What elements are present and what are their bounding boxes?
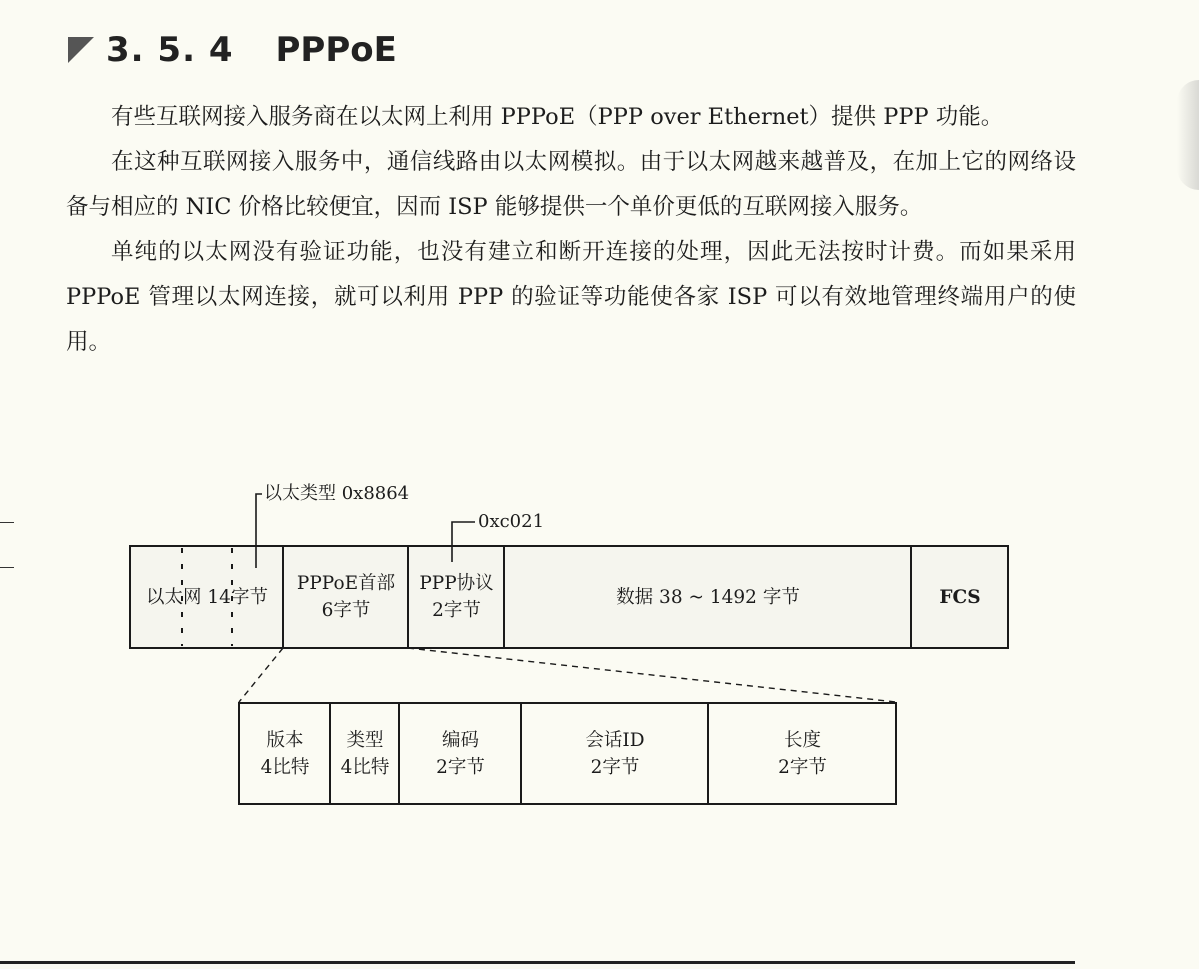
- header-field-code: [400, 704, 521, 803]
- field-label: 版本: [266, 729, 304, 751]
- section-title: PPPoE: [275, 30, 397, 70]
- expansion-line-left: [239, 648, 283, 702]
- field-size: 2字节: [432, 600, 481, 621]
- frame-field-ppp-protocol: [409, 547, 504, 647]
- frame-field-ethernet: [131, 547, 283, 647]
- paragraph: 在这种互联网接入服务中，通信线路由以太网模拟。由于以太网越来越普及，在加上它的网络设备与相应的 NIC 价格比较便宜，因而 ISP 能够提供一个单价更低的互联网接入服务。: [66, 149, 1076, 220]
- ppp-protocol-value-label: 0xc021: [478, 511, 545, 532]
- pppoe-frame-diagram: [0, 470, 1199, 820]
- field-label: FCS: [939, 586, 981, 608]
- field-size: 2字节: [590, 756, 640, 778]
- field-size: 2字节: [436, 756, 485, 778]
- section-triangle-icon: [66, 35, 96, 65]
- field-size: 4比特: [340, 756, 390, 778]
- frame-field-data: [505, 547, 911, 647]
- paragraph: 有些互联网接入服务商在以太网上利用 PPPoE（PPP over Ethernet）提供 PPP 功能。: [111, 104, 1004, 130]
- field-label: 会话ID: [585, 729, 645, 751]
- section-heading: [66, 28, 397, 72]
- bottom-rule: [0, 961, 1075, 964]
- field-label: PPPoE首部: [296, 573, 396, 594]
- page-edge-shadow: [1177, 80, 1199, 190]
- expansion-line-right: [408, 648, 896, 702]
- header-field-length: [709, 704, 896, 803]
- field-label: 数据 38 ~ 1492 字节: [616, 586, 800, 608]
- body-text: [66, 95, 1076, 365]
- ethertype-label: 以太类型 0x8864: [264, 483, 410, 504]
- field-label: 类型: [346, 729, 384, 751]
- field-label: 编码: [441, 729, 479, 751]
- header-field-session-id: [522, 704, 708, 803]
- header-field-type: [331, 704, 399, 803]
- header-field-version: [240, 704, 330, 803]
- field-size: 4比特: [260, 756, 310, 778]
- frame-field-fcs: [912, 547, 1008, 647]
- section-number: 3. 5. 4: [106, 30, 234, 70]
- field-size: 2字节: [778, 756, 827, 778]
- frame-field-pppoe-header: [284, 547, 408, 647]
- field-label: PPP协议: [419, 573, 494, 594]
- paragraph: 单纯的以太网没有验证功能，也没有建立和断开连接的处理，因此无法按时计费。而如果采用 PPPoE 管理以太网连接，就可以利用 PPP 的验证等功能使各家 ISP 可以有效地管理终端用户的使用。: [66, 239, 1076, 355]
- field-label: 长度: [783, 729, 821, 751]
- field-size: 6字节: [321, 600, 371, 621]
- field-label: 以太网 14字节: [146, 586, 268, 608]
